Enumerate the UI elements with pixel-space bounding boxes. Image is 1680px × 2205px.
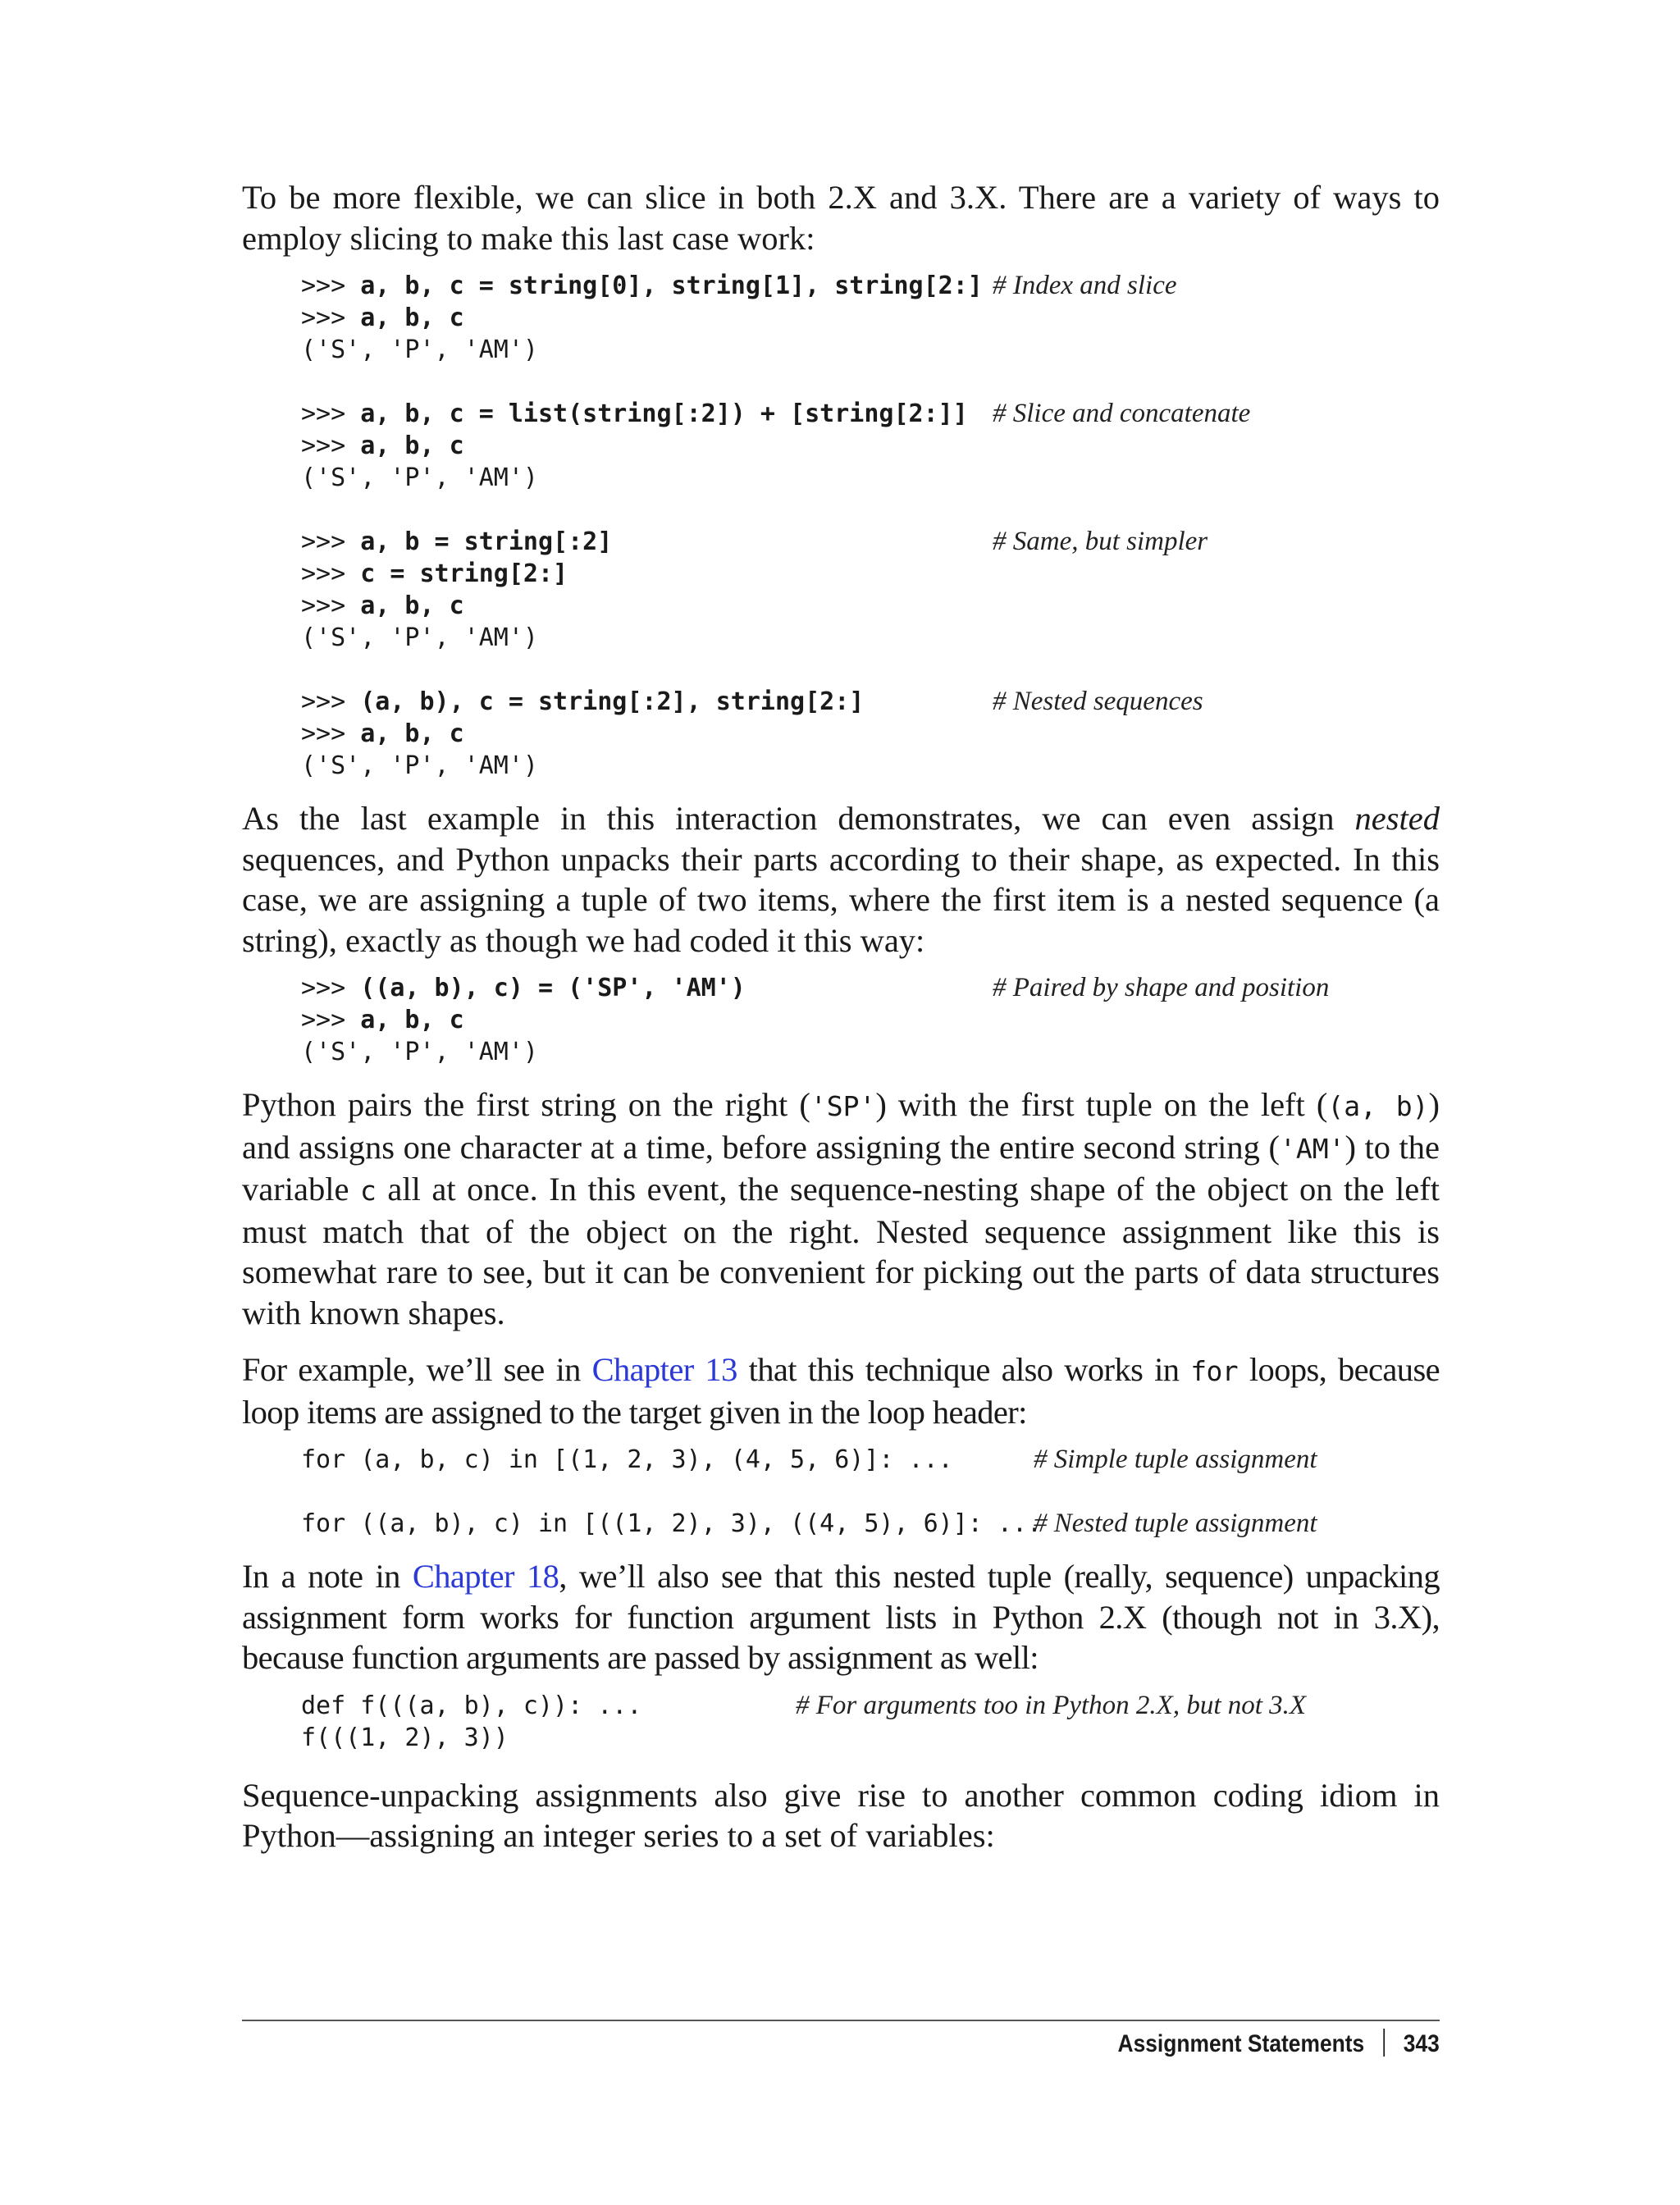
code-command: (a, b), c = string[:2], string[2:] [360, 687, 865, 716]
code-block-function-args [242, 1690, 1440, 1754]
paragraph-integer-series: Sequence-unpacking assignments also give rise to another common coding idiom in Python—assigning an integer series to a set of variables: [242, 1776, 1440, 1854]
code-output: ('S', 'P', 'AM') [301, 751, 538, 780]
footer-separator [1383, 2029, 1385, 2057]
code-command: a, b = string[:2] [360, 527, 613, 556]
code-command: a, b, c [360, 431, 464, 460]
code-command: a, b, c = list(string[:2]) + [string[2:]] [360, 399, 968, 428]
code-command: a, b, c [360, 1006, 464, 1034]
text-run: Python pairs the first string on the right ( [242, 1086, 810, 1123]
code-line [301, 558, 1440, 590]
code-prompt: >>> [301, 527, 361, 556]
code-command: c = string[2:] [360, 559, 568, 588]
code-prompt: >>> [301, 719, 361, 748]
inline-code: 'SP' [810, 1090, 876, 1122]
code-line [301, 1722, 1440, 1754]
paragraph-nested-sequences [242, 798, 1440, 961]
code-line [301, 430, 1440, 462]
code-comment: # Index and slice [993, 271, 1177, 300]
code-prompt: >>> [301, 272, 361, 300]
text-run: ) to the variable [242, 1128, 1440, 1208]
code-output: ('S', 'P', 'AM') [301, 336, 538, 364]
code-comment: # Slice and concatenate [993, 399, 1251, 428]
code-line [301, 1508, 1440, 1540]
page-number: 343 [1403, 2030, 1440, 2057]
code-prompt: >>> [301, 1006, 361, 1034]
code-comment: # Nested sequences [993, 687, 1203, 716]
chapter-18-link[interactable]: Chapter 18 [412, 1558, 559, 1595]
paragraph-for-loops [242, 1349, 1440, 1432]
paragraph-function-arguments [242, 1556, 1440, 1678]
code-spacer [301, 1476, 1440, 1508]
text-run: In a note in [242, 1558, 413, 1595]
code-line [301, 1004, 1440, 1036]
code-line [301, 398, 1440, 430]
emphasis-text: nested [1354, 800, 1440, 837]
code-prompt: >>> [301, 304, 361, 332]
text-run: loops, because loop items are assigned to the target given in the loop header: [242, 1351, 1440, 1431]
code-comment: # For arguments too in Python 2.X, but not 3.X [796, 1690, 1307, 1720]
text-run: , we’ll also see that this nested tuple (really, sequence) unpacking assignment form works for function argument lists in Python 2.X (though not in 3.X), because function arguments are passed by assignment as well: [242, 1558, 1440, 1676]
code-command: a, b, c = string[0], string[1], string[2:] [360, 272, 983, 300]
code-line [301, 718, 1440, 750]
text-run: all at once. In this event, the sequence-nesting shape of the object on the left must match that of the object on the right. Nested sequence assignment like this is somewhat rare to see, but it can be convenient for picking out the parts of data structures with known shapes. [242, 1171, 1440, 1331]
code-prompt: >>> [301, 591, 361, 620]
code-spacer [301, 494, 1440, 526]
code-comment: # Nested tuple assignment [1034, 1509, 1317, 1538]
inline-code: c [359, 1175, 377, 1207]
code-output: ('S', 'P', 'AM') [301, 463, 538, 492]
code-output: ('S', 'P', 'AM') [301, 1038, 538, 1066]
code-prompt: >>> [301, 974, 361, 1002]
text-run: For example, we’ll see in [242, 1351, 592, 1388]
code-text: for (a, b, c) in [(1, 2, 3), (4, 5, 6)]: ... [301, 1445, 953, 1474]
code-comment: # Simple tuple assignment [1034, 1445, 1317, 1474]
chapter-13-link[interactable]: Chapter 13 [591, 1351, 737, 1388]
code-prompt: >>> [301, 431, 361, 460]
page-footer [1118, 2029, 1440, 2058]
code-line [301, 526, 1440, 558]
code-text: f(((1, 2), 3)) [301, 1723, 509, 1752]
code-command: a, b, c [360, 719, 464, 748]
code-prompt: >>> [301, 399, 361, 428]
inline-code: (a, b) [1327, 1090, 1429, 1122]
code-command: a, b, c [360, 304, 464, 332]
inline-code: 'AM' [1279, 1132, 1345, 1165]
paragraph-pairing-explanation [242, 1084, 1440, 1333]
page-content [242, 177, 1440, 1856]
code-command: a, b, c [360, 591, 464, 620]
text-run: ) and assigns one character at a time, before assigning the entire second string ( [242, 1086, 1440, 1166]
code-line [301, 972, 1440, 1004]
code-text: for ((a, b), c) in [((1, 2), 3), ((4, 5), 6)]: ... [301, 1509, 1043, 1538]
footer-section-title: Assignment Statements [1117, 2030, 1365, 2057]
code-block-for-loops [242, 1444, 1440, 1540]
text-run: sequences, and Python unpacks their parts according to their shape, as expected. In this case, we are assigning a tuple of two items, where the first item is a nested sequence (a string), exactly as though we had coded it this way: [242, 840, 1440, 959]
paragraph-slicing-intro: To be more flexible, we can slice in both 2.X and 3.X. There are a variety of ways to employ slicing to make this last case work: [242, 179, 1440, 257]
code-line [301, 1444, 1440, 1476]
code-block-paired-shape [242, 972, 1440, 1068]
code-comment: # Same, but simpler [993, 527, 1208, 556]
code-output: ('S', 'P', 'AM') [301, 623, 538, 652]
code-comment: # Paired by shape and position [993, 973, 1330, 1002]
code-spacer [301, 654, 1440, 686]
text-run: As the last example in this interaction demonstrates, we can even assign [242, 800, 1355, 837]
code-line [301, 1690, 1440, 1722]
code-text: def f(((a, b), c)): ... [301, 1691, 642, 1720]
footer-rule [242, 2020, 1440, 2021]
text-run: ) with the first tuple on the left ( [875, 1086, 1328, 1123]
code-line [301, 302, 1440, 334]
code-command: ((a, b), c) = ('SP', 'AM') [360, 974, 746, 1002]
code-block-slicing [242, 270, 1440, 782]
code-prompt: >>> [301, 687, 361, 716]
code-prompt: >>> [301, 559, 361, 588]
text-run: that this technique also works in [737, 1351, 1191, 1388]
code-line [301, 686, 1440, 718]
code-line [301, 590, 1440, 622]
inline-code: for [1190, 1355, 1239, 1387]
code-line [301, 270, 1440, 302]
code-spacer [301, 366, 1440, 398]
